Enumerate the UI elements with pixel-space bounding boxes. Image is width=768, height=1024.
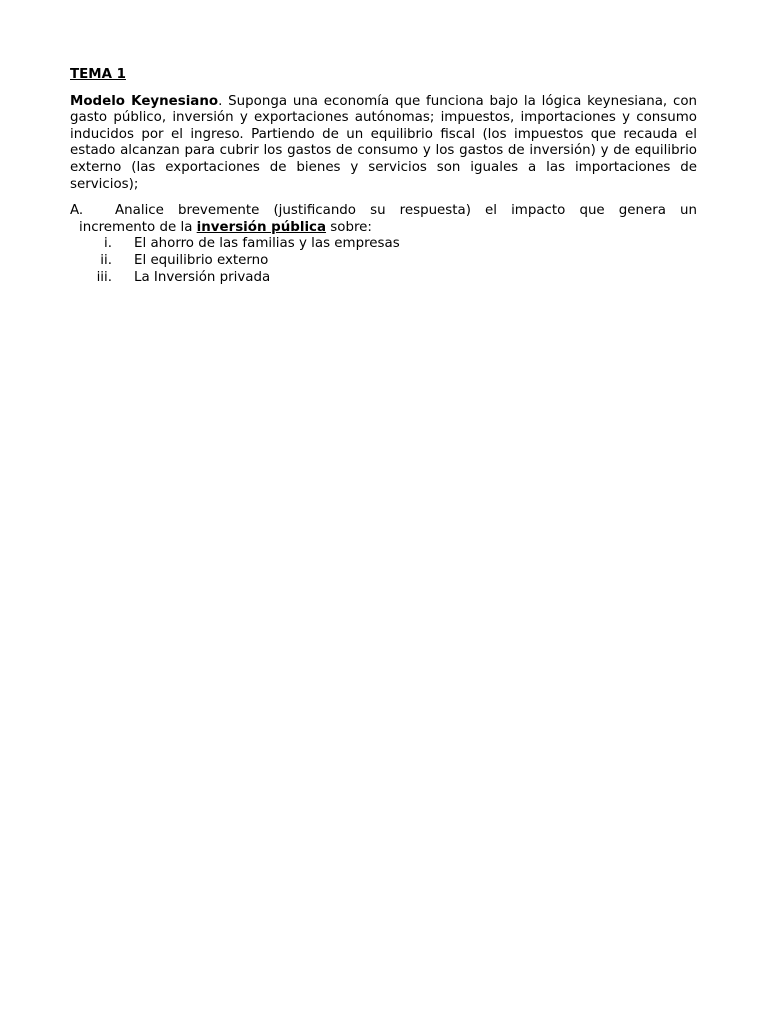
list-item-text: El ahorro de las familias y las empresas [134, 236, 400, 252]
intro-paragraph [70, 94, 697, 194]
question-line-1 [70, 203, 697, 220]
list-item [70, 270, 697, 287]
question-text-pre: incremento de la [79, 219, 197, 235]
list-item [70, 236, 697, 253]
section-heading: TEMA 1 [70, 67, 126, 82]
list-item-text: La Inversión privada [134, 269, 271, 285]
question-line-2 [70, 220, 697, 237]
question-marker: A. [70, 203, 84, 219]
question-a [70, 203, 697, 286]
sub-question-list [70, 236, 697, 286]
list-item-text: El equilibrio externo [134, 252, 269, 268]
question-text-post: sobre: [326, 219, 372, 235]
intro-body: . Suponga una economía que funciona bajo la lógica keynesiana, con gasto público, inversión y exportaciones autónomas; impuestos, importaciones y consumo inducidos por el ingreso. Partiendo de un equilibrio fiscal (los impuestos que recauda el estado alcanzan para cubrir los gastos de consumo y los gastos de inversión) y de equilibrio externo (las exportaciones de bienes y servicios son iguales a las importaciones de servicios); [70, 93, 698, 192]
list-item [70, 253, 697, 270]
list-item-marker: ii. [100, 252, 112, 268]
question-emphasis: inversión pública [196, 219, 327, 235]
list-item-marker: i. [104, 236, 112, 252]
question-text-line-1: Analice brevemente (justificando su respuesta) el impacto que genera un [115, 203, 697, 219]
list-item-marker: iii. [96, 269, 112, 285]
intro-lead: Modelo Keynesiano [70, 93, 219, 109]
